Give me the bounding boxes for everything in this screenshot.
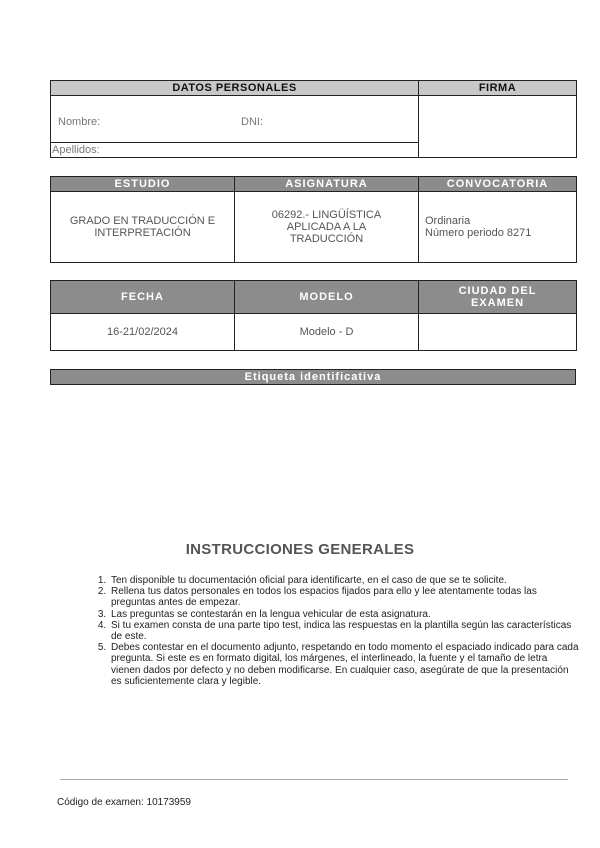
session-header: CONVOCATORIA xyxy=(419,177,577,192)
study-header: ESTUDIO xyxy=(51,177,235,192)
city-field[interactable] xyxy=(419,314,577,351)
exam-code: Código de examen: 10173959 xyxy=(57,797,191,808)
session-cell xyxy=(419,192,577,263)
divider xyxy=(60,779,568,780)
study-value: GRADO EN TRADUCCIÓN E INTERPRETACIÓN xyxy=(51,192,235,263)
subject-header: ASIGNATURA xyxy=(235,177,419,192)
instruction-item: 2. Rellena tus datos personales en todos los espacios fijados para ello y lee atentamente todas las preguntas antes de empezar. xyxy=(109,586,579,608)
model-value: Modelo - D xyxy=(235,314,419,351)
session-type: Ordinaria xyxy=(425,215,471,227)
id-label-header: Etiqueta identificativa xyxy=(51,370,576,385)
date-value: 16-21/02/2024 xyxy=(51,314,235,351)
date-header: FECHA xyxy=(51,281,235,314)
instruction-item: 5. Debes contestar en el documento adjunto, respetando en todo momento el espaciado indicado para cada pregunta. Si este es en formato digital, los márgenes, el interlineado, la fuente y el tamaño de letra vienen dados por defecto y no deben modificarse. En cualquier caso, asegúrate de que la presentación es suficientemente clara y legible. xyxy=(109,642,579,687)
study-table xyxy=(50,176,577,263)
personal-data-header: DATOS PERSONALES xyxy=(51,81,419,96)
instruction-item: 4. Si tu examen consta de una parte tipo test, indica las respuestas en la plantilla según las características de este. xyxy=(109,620,579,642)
model-header: MODELO xyxy=(235,281,419,314)
instruction-item: 3. Las preguntas se contestarán en la lengua vehicular de esta asignatura. xyxy=(109,609,579,620)
surname-label: Apellidos: xyxy=(52,144,100,156)
label-table xyxy=(50,369,576,385)
signature-header: FIRMA xyxy=(419,81,577,96)
exam-table xyxy=(50,280,577,351)
instructions-list xyxy=(93,575,579,687)
instructions-title: INSTRUCCIONES GENERALES xyxy=(185,541,415,558)
surname-cell[interactable] xyxy=(51,143,419,158)
instruction-item: 1. Ten disponible tu documentación oficial para identificarte, en el caso de que se te solicite. xyxy=(109,575,579,586)
personal-data-table xyxy=(50,80,577,158)
city-header: CIUDAD DEL EXAMEN xyxy=(419,281,577,314)
signature-field[interactable] xyxy=(419,96,577,158)
subject-value: 06292.- LINGÜÍSTICA APLICADA A LA TRADUCCIÓN xyxy=(235,192,419,263)
dni-label: DNI: xyxy=(241,116,263,128)
name-label: Nombre: xyxy=(58,116,101,128)
session-period: Número periodo 8271 xyxy=(425,227,532,239)
name-dni-cell[interactable] xyxy=(51,96,419,143)
